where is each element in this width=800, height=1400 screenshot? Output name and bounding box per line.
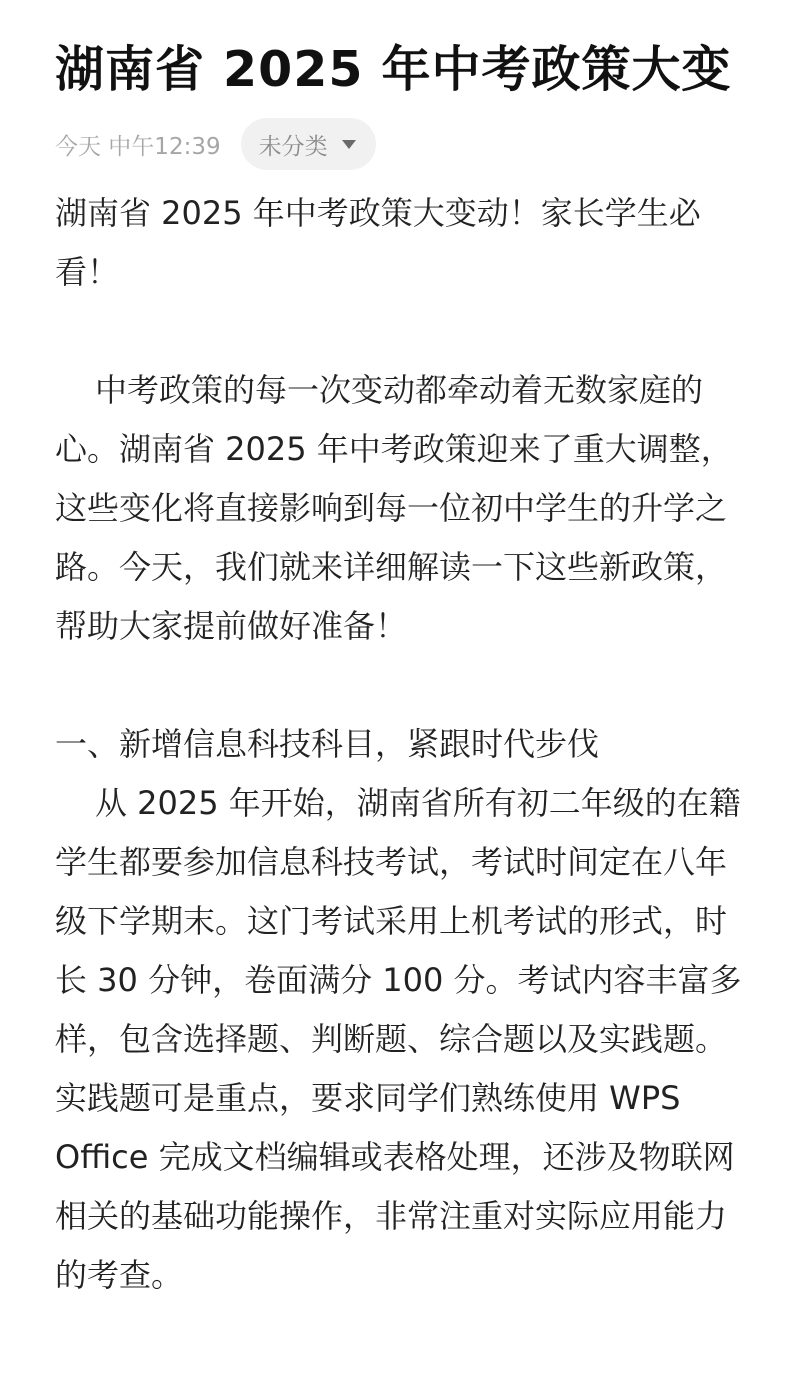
- section-body-1: 从 2025 年开始，湖南省所有初二年级的在籍学生都要参加信息科技考试，考试时间定在八年级下学期末。这门考试采用上机考试的形式，时长 30 分钟，卷面满分 100 分。考试内容丰富多样，包含选择题、判断题、综合题以及实践题。实践题可是重点，要求同学们熟练使用 WPS Office 完成文档编辑或表格处理，还涉及物联网相关的基础功能操作，非常注重对实际应用能力的考查。: [55, 784, 742, 1294]
- article-meta: [55, 118, 745, 170]
- body-paragraph-1: 中考政策的每一次变动都牵动着无数家庭的心。湖南省 2025 年中考政策迎来了重大调整，这些变化将直接影响到每一位初中学生的升学之路。今天，我们就来详细解读一下这些新政策，帮助大家提前做好准备！: [55, 371, 733, 645]
- category-label: 未分类: [258, 133, 328, 160]
- paragraph-spacer: [55, 302, 745, 361]
- category-dropdown[interactable]: [241, 118, 376, 170]
- intro-paragraph: 湖南省 2025 年中考政策大变动！家长学生必看！: [55, 194, 701, 291]
- paragraph-spacer: [55, 656, 745, 715]
- caret-down-icon: [342, 140, 356, 149]
- article-title: 湖南省 2025 年中考政策大变: [55, 41, 732, 98]
- section-heading-1: 一、新增信息科技科目，紧跟时代步伐: [55, 725, 600, 763]
- article-date: 今天 中午12:39: [55, 133, 221, 160]
- article-body[interactable]: [55, 184, 745, 1305]
